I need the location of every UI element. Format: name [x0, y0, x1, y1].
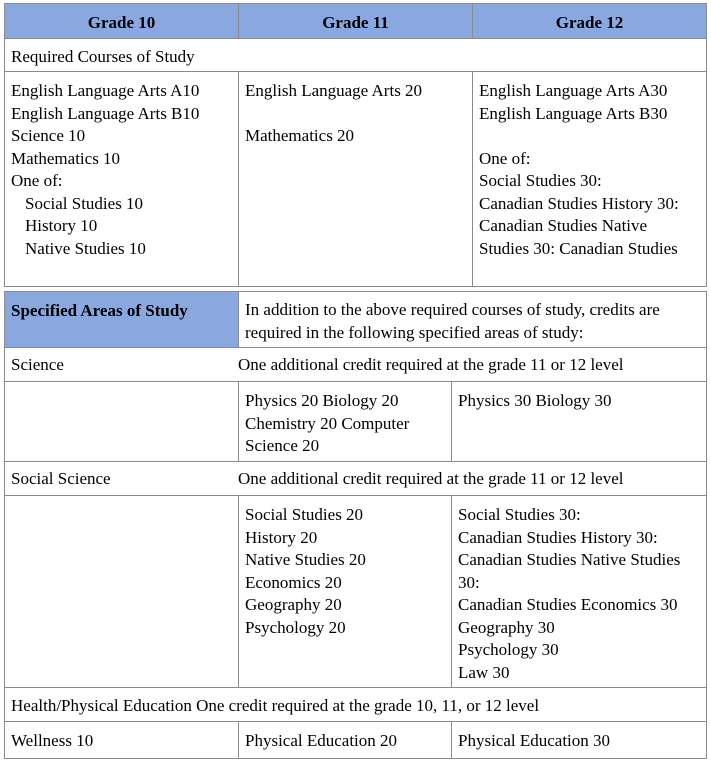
header-grade-10: Grade 10 — [4, 3, 239, 39]
pe20-cell: Physical Education 20 — [238, 721, 452, 759]
course-line: Geography 30 — [458, 617, 555, 637]
science-grade12-cell: Physics 30 Biology 30 — [451, 381, 707, 462]
pe30-cell: Physical Education 30 — [451, 721, 707, 759]
course-line: Canadian Studies History 30: — [458, 527, 658, 547]
course-line: Social Studies 30: — [458, 505, 581, 524]
course-line: History 20 — [245, 527, 318, 547]
course-line: Psychology 20 — [245, 617, 346, 637]
course-line: Social Studies 30: — [479, 171, 602, 190]
course-line: English Language Arts A10 — [11, 81, 200, 100]
course-line-blank — [479, 125, 700, 148]
science-requirement: One additional credit required at the grade 11 or 12 level — [238, 355, 624, 374]
course-line: Canadian Studies Economics 30 — [458, 595, 678, 614]
course-line: Studies 30: Canadian Studies — [479, 238, 678, 258]
social-science-label: Social Science — [11, 469, 111, 488]
course-line: Mathematics 20 — [245, 126, 355, 145]
course-line: English Language Arts 20 — [245, 81, 423, 100]
course-line: Social Studies 20 — [245, 505, 364, 524]
course-line: Canadian Studies Native Studies — [458, 550, 681, 569]
course-line: Native Studies 20 — [245, 550, 366, 569]
course-line: 30: — [458, 572, 480, 592]
specified-areas-heading: Specified Areas of Study — [4, 291, 239, 348]
header-grade-12: Grade 12 — [472, 3, 707, 39]
course-line: Law 30 — [458, 662, 510, 682]
required-courses-label: Required Courses of Study — [4, 38, 707, 72]
grade10-required-cell — [4, 71, 239, 287]
grade12-required-cell — [472, 71, 707, 287]
social-science-grade11-cell — [238, 495, 452, 688]
health-row: Health/Physical Education One credit required at the grade 10, 11, or 12 level — [4, 687, 707, 722]
social-science-grade12-cell — [451, 495, 707, 688]
course-line: Geography 20 — [245, 595, 342, 614]
science-empty-cell — [4, 381, 239, 462]
course-line: History 10 — [25, 216, 98, 235]
course-line: English Language Arts A30 — [479, 81, 668, 100]
course-line: Canadian Studies Native — [479, 216, 648, 235]
grade11-required-cell — [238, 71, 473, 287]
science-label: Science — [11, 355, 64, 374]
specified-areas-intro: In addition to the above required courses of study, credits are required in the following specified areas of study: — [238, 291, 707, 348]
course-line: Psychology 30 — [458, 640, 559, 659]
course-line-blank — [245, 103, 466, 126]
course-line: Native Studies 10 — [25, 238, 146, 258]
course-line: Economics 20 — [245, 572, 342, 592]
course-line: One of: — [479, 148, 531, 168]
wellness-cell: Wellness 10 — [4, 721, 239, 759]
social-science-requirement: One additional credit required at the grade 11 or 12 level — [238, 469, 624, 488]
header-grade-11: Grade 11 — [238, 3, 473, 39]
social-science-empty-cell — [4, 495, 239, 688]
course-line: Canadian Studies History 30: — [479, 193, 679, 213]
course-line: English Language Arts B30 — [479, 103, 668, 123]
course-line: Science 10 — [11, 126, 86, 145]
course-line: Social Studies 10 — [25, 193, 144, 213]
science-grade11-cell: Physics 20 Biology 20 Chemistry 20 Computer Science 20 — [238, 381, 452, 462]
course-line: Mathematics 10 — [11, 148, 121, 168]
course-line: English Language Arts B10 — [11, 103, 200, 123]
course-line: One of: — [11, 171, 63, 190]
